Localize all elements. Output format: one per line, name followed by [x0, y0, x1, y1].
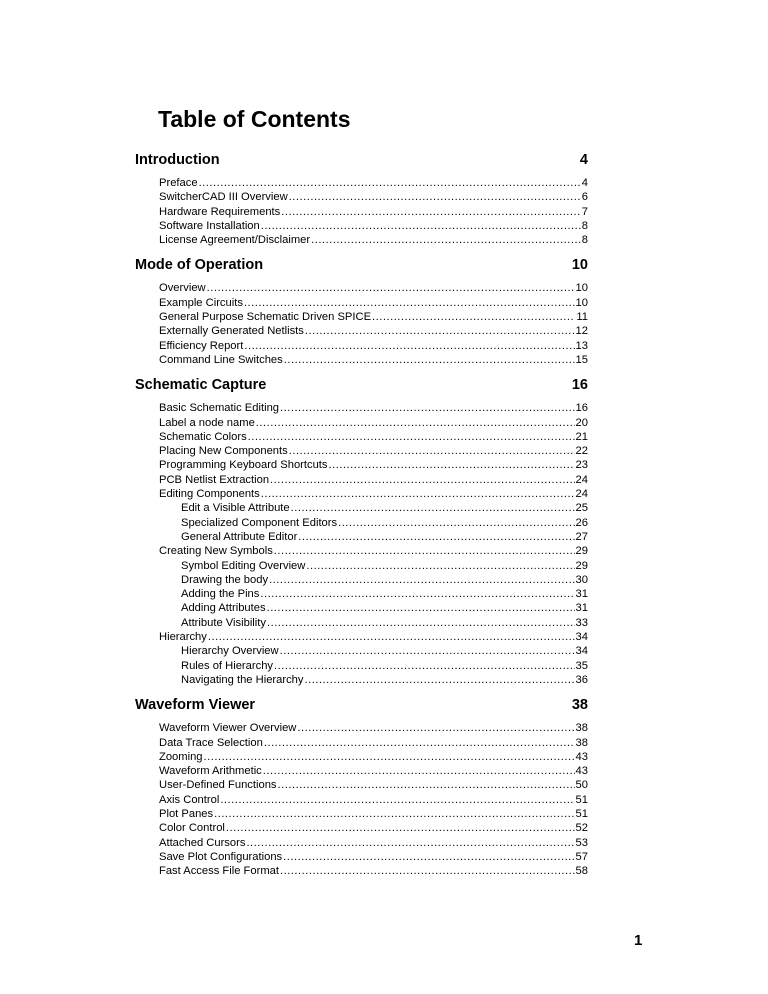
- toc-entry-page: 11: [576, 311, 588, 324]
- toc-entry[interactable]: [159, 736, 588, 750]
- toc-entry-label: Hierarchy: [159, 631, 207, 644]
- toc-entry-page: 43: [575, 750, 588, 763]
- section-heading-page: 10: [571, 257, 588, 274]
- toc-entry-label: Axis Control: [159, 793, 220, 806]
- toc-entry-page: 57: [575, 850, 588, 863]
- toc-entry-page: 31: [575, 588, 588, 601]
- toc-entry-page: 33: [575, 616, 588, 629]
- toc-entry-page: 34: [575, 645, 588, 658]
- toc-entry[interactable]: [159, 630, 588, 644]
- toc-entry-page: 30: [575, 573, 588, 586]
- toc-entry[interactable]: [159, 750, 588, 764]
- toc-entry[interactable]: [159, 401, 588, 415]
- toc-entry-page: 38: [575, 722, 588, 735]
- toc-entry-page: 6: [581, 191, 588, 204]
- toc-entry-page: 22: [575, 445, 588, 458]
- dot-leader: [289, 190, 581, 204]
- dot-leader: [329, 458, 575, 472]
- section-heading-page: 4: [579, 152, 588, 168]
- toc-entry-page: 8: [581, 234, 588, 247]
- toc-entry-page: 51: [575, 807, 588, 820]
- dot-leader: [291, 501, 575, 515]
- dot-leader: [297, 721, 574, 735]
- dot-leader: [289, 444, 575, 458]
- toc-entry[interactable]: [159, 544, 588, 558]
- toc-entry[interactable]: [159, 764, 588, 778]
- toc-entry-page: 26: [575, 516, 588, 529]
- toc-entry-label: Edit a Visible Attribute: [181, 502, 290, 515]
- toc-entry-label: PCB Netlist Extraction: [159, 473, 270, 486]
- toc-entry-label: Programming Keyboard Shortcuts: [159, 459, 328, 472]
- toc-subentry[interactable]: [159, 616, 588, 630]
- toc-entry[interactable]: [159, 353, 588, 367]
- dot-leader: [267, 616, 575, 630]
- toc-entry-label: User-Defined Functions: [159, 779, 277, 792]
- section-heading-page: 16: [571, 377, 588, 394]
- toc-entry-label: Data Trace Selection: [159, 736, 263, 749]
- dot-leader: [372, 310, 575, 324]
- toc-entry-label: General Purpose Schematic Driven SPICE: [159, 311, 372, 324]
- toc-entry-page: 10: [575, 296, 588, 309]
- dot-leader: [280, 401, 575, 415]
- dot-leader: [246, 836, 574, 850]
- toc-entry-label: Attribute Visibility: [181, 616, 266, 629]
- toc-entry-page: 29: [575, 559, 588, 572]
- toc-entry-label: Zooming: [159, 750, 203, 763]
- toc-entry-label: Hardware Requirements: [159, 205, 281, 218]
- toc-subentry[interactable]: [159, 530, 588, 544]
- dot-leader: [281, 205, 581, 219]
- toc-entry[interactable]: [159, 721, 588, 735]
- toc-entry-label: Waveform Arithmetic: [159, 765, 262, 778]
- dot-leader: [204, 750, 575, 764]
- dot-leader: [280, 644, 575, 658]
- toc-entry-page: 35: [575, 659, 588, 672]
- dot-leader: [338, 516, 574, 530]
- dot-leader: [284, 353, 575, 367]
- toc-entry-label: Symbol Editing Overview: [181, 559, 306, 572]
- toc-entry-page: 27: [575, 530, 588, 543]
- dot-leader: [305, 324, 575, 338]
- dot-leader: [311, 233, 581, 247]
- toc-section: [135, 375, 588, 687]
- dot-leader: [220, 793, 574, 807]
- toc-entry-label: Software Installation: [159, 219, 260, 232]
- toc-entry-page: 36: [575, 673, 588, 686]
- toc-entry[interactable]: [159, 205, 588, 219]
- dot-leader: [274, 544, 575, 558]
- toc-entry-page: 43: [575, 765, 588, 778]
- toc-entry-label: Creating New Symbols: [159, 545, 273, 558]
- dot-leader: [269, 573, 574, 587]
- toc-entry[interactable]: [159, 444, 588, 458]
- toc-entry[interactable]: [159, 807, 588, 821]
- toc-entry[interactable]: [159, 430, 588, 444]
- toc-entry-page: 51: [575, 793, 588, 806]
- toc-entry-label: Placing New Components: [159, 445, 288, 458]
- page-number: 1: [634, 932, 643, 949]
- toc-entry[interactable]: [159, 310, 588, 324]
- section-heading-label: Waveform Viewer: [135, 697, 256, 714]
- section-heading-page: 38: [571, 697, 588, 714]
- toc-entry-list: [135, 721, 588, 878]
- toc-subentry[interactable]: [159, 501, 588, 515]
- toc-entry-label: Attached Cursors: [159, 836, 246, 849]
- dot-leader: [199, 176, 581, 190]
- toc-entry-page: 20: [575, 416, 588, 429]
- toc-entry-page: 25: [575, 502, 588, 515]
- dot-leader: [244, 339, 574, 353]
- toc-entry[interactable]: [159, 850, 588, 864]
- dot-leader: [261, 487, 575, 501]
- toc-entry-label: Plot Panes: [159, 807, 214, 820]
- toc-entry-label: Editing Components: [159, 488, 260, 501]
- toc-entry-label: General Attribute Editor: [181, 530, 298, 543]
- toc-entry-label: Adding the Pins: [181, 588, 260, 601]
- toc-entry[interactable]: [159, 190, 588, 204]
- toc-subentry[interactable]: [159, 516, 588, 530]
- dot-leader: [280, 864, 575, 878]
- dot-leader: [278, 778, 575, 792]
- toc-entry[interactable]: [159, 296, 588, 310]
- section-heading[interactable]: [135, 375, 588, 395]
- table-of-contents: [135, 150, 588, 886]
- toc-entry-label: Navigating the Hierarchy: [181, 673, 304, 686]
- toc-entry[interactable]: [159, 176, 588, 190]
- toc-entry-label: Schematic Colors: [159, 430, 247, 443]
- toc-entry[interactable]: [159, 836, 588, 850]
- toc-entry[interactable]: [159, 219, 588, 233]
- toc-entry-list: [135, 281, 588, 367]
- toc-subentry[interactable]: [159, 587, 588, 601]
- toc-entry-page: 53: [575, 836, 588, 849]
- toc-entry-page: 29: [575, 545, 588, 558]
- toc-entry-page: 34: [575, 631, 588, 644]
- dot-leader: [267, 601, 575, 615]
- toc-entry-label: SwitcherCAD III Overview: [159, 191, 288, 204]
- dot-leader: [264, 736, 575, 750]
- toc-entry-label: Color Control: [159, 822, 225, 835]
- toc-entry[interactable]: [159, 324, 588, 338]
- toc-entry-page: 16: [575, 402, 588, 415]
- toc-subentry[interactable]: [159, 673, 588, 687]
- section-heading[interactable]: [135, 150, 588, 170]
- toc-entry-page: 7: [581, 205, 588, 218]
- dot-leader: [283, 850, 574, 864]
- section-heading-label: Introduction: [135, 152, 220, 168]
- toc-entry-label: Specialized Component Editors: [181, 516, 338, 529]
- toc-entry-page: 24: [575, 488, 588, 501]
- dot-leader: [260, 587, 574, 601]
- toc-entry-page: 24: [575, 473, 588, 486]
- dot-leader: [207, 281, 575, 295]
- toc-entry[interactable]: [159, 281, 588, 295]
- toc-entry-page: 58: [575, 865, 588, 878]
- toc-entry[interactable]: [159, 821, 588, 835]
- toc-entry-label: Label a node name: [159, 416, 255, 429]
- toc-entry-page: 31: [575, 602, 588, 615]
- toc-subentry[interactable]: [159, 559, 588, 573]
- dot-leader: [214, 807, 574, 821]
- toc-section: [135, 255, 588, 367]
- dot-leader: [274, 659, 575, 673]
- page-title: Table of Contents: [158, 106, 351, 132]
- toc-subentry[interactable]: [159, 601, 588, 615]
- toc-entry-label: Preface: [159, 177, 198, 189]
- toc-entry-page: 13: [575, 339, 588, 352]
- toc-entry-page: 8: [581, 219, 588, 232]
- toc-entry-label: Externally Generated Netlists: [159, 325, 304, 338]
- toc-subentry[interactable]: [159, 573, 588, 587]
- dot-leader: [306, 559, 574, 573]
- toc-subentry[interactable]: [159, 659, 588, 673]
- toc-entry-label: Example Circuits: [159, 296, 243, 309]
- toc-entry-page: 15: [575, 353, 588, 366]
- dot-leader: [226, 821, 575, 835]
- toc-entry[interactable]: [159, 233, 588, 247]
- toc-entry[interactable]: [159, 864, 588, 878]
- toc-entry-label: Save Plot Configurations: [159, 850, 283, 863]
- dot-leader: [244, 296, 575, 310]
- toc-entry-page: 4: [581, 177, 588, 189]
- dot-leader: [256, 416, 575, 430]
- section-heading-label: Schematic Capture: [135, 377, 267, 394]
- section-heading[interactable]: [135, 255, 588, 275]
- toc-entry-page: 50: [575, 779, 588, 792]
- dot-leader: [208, 630, 575, 644]
- toc-entry-label: Rules of Hierarchy: [181, 659, 274, 672]
- toc-entry-label: Efficiency Report: [159, 339, 244, 352]
- dot-leader: [261, 219, 581, 233]
- toc-entry-label: License Agreement/Disclaimer: [159, 234, 311, 247]
- toc-entry-page: 23: [575, 459, 588, 472]
- toc-entry-page: 21: [575, 430, 588, 443]
- toc-entry[interactable]: [159, 416, 588, 430]
- toc-entry[interactable]: [159, 778, 588, 792]
- toc-entry-label: Overview: [159, 282, 206, 295]
- toc-entry-label: Adding Attributes: [181, 602, 266, 615]
- toc-section: [135, 695, 588, 878]
- toc-subentry[interactable]: [159, 644, 588, 658]
- toc-entry-label: Hierarchy Overview: [181, 645, 279, 658]
- toc-section: [135, 150, 588, 247]
- toc-entry[interactable]: [159, 339, 588, 353]
- toc-entry-page: 10: [575, 282, 588, 295]
- toc-entry[interactable]: [159, 487, 588, 501]
- section-heading-label: Mode of Operation: [135, 257, 264, 274]
- toc-entry[interactable]: [159, 473, 588, 487]
- toc-entry-page: 12: [575, 325, 588, 338]
- toc-entry-label: Fast Access File Format: [159, 865, 279, 878]
- toc-entry-list: [135, 176, 588, 247]
- dot-leader: [298, 530, 574, 544]
- toc-entry-label: Waveform Viewer Overview: [159, 722, 297, 735]
- section-heading[interactable]: [135, 695, 588, 715]
- toc-entry-page: 38: [575, 736, 588, 749]
- dot-leader: [248, 430, 575, 444]
- toc-entry-label: Basic Schematic Editing: [159, 402, 280, 415]
- dot-leader: [305, 673, 575, 687]
- dot-leader: [270, 473, 575, 487]
- toc-entry-page: 52: [575, 822, 588, 835]
- toc-entry-list: [135, 401, 588, 687]
- toc-entry-label: Drawing the body: [181, 573, 269, 586]
- toc-entry-label: Command Line Switches: [159, 353, 283, 366]
- toc-entry[interactable]: [159, 458, 588, 472]
- dot-leader: [263, 764, 575, 778]
- toc-entry[interactable]: [159, 793, 588, 807]
